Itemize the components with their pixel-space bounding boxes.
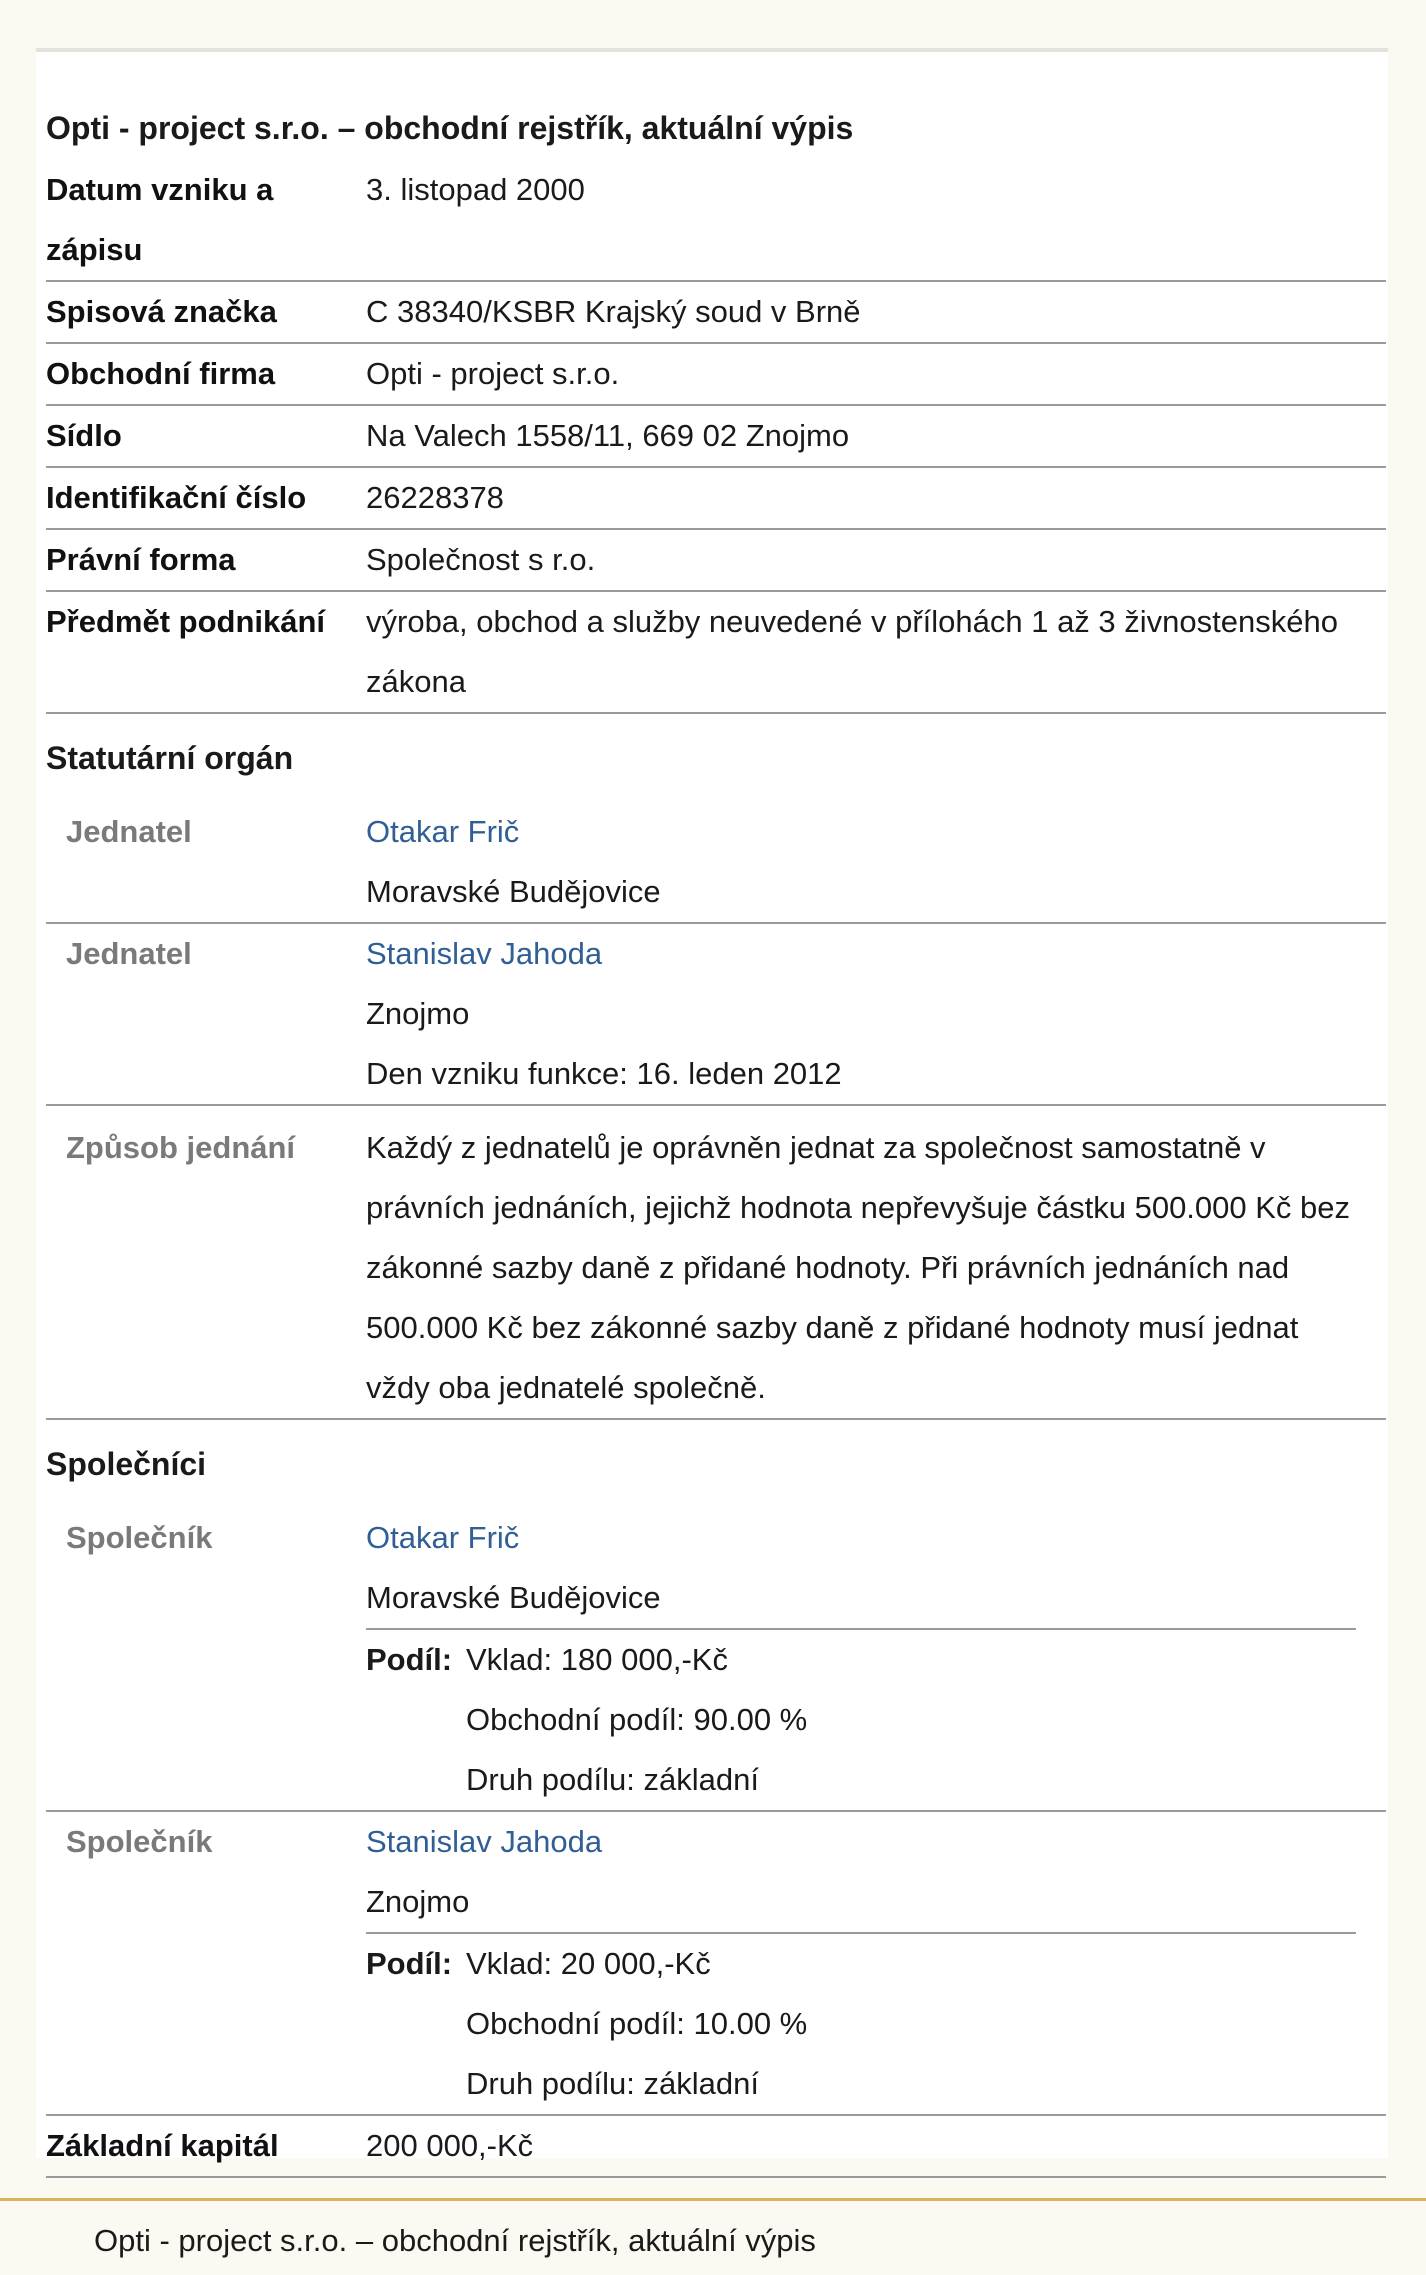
row-predmet-podnikani [46, 592, 1386, 714]
share-percent: Obchodní podíl: 90.00 % [466, 1702, 808, 1737]
row-value: C 38340/KSBR Krajský soud v Brně [366, 294, 861, 329]
member-place: Moravské Budějovice [366, 874, 661, 909]
row-label: Datum vzniku a zápisu [46, 172, 274, 267]
share-deposit: Vklad: 20 000,-Kč [466, 1946, 711, 1981]
row-value: Na Valech 1558/11, 669 02 Znojmo [366, 418, 850, 453]
member-role: Společník [66, 1824, 213, 1859]
member-name-link[interactable]: Otakar Frič [366, 1520, 520, 1555]
member-details [366, 924, 1386, 1104]
page-footer [0, 2198, 1426, 2275]
row-label: Předmět podnikání [46, 604, 326, 639]
row-label: Sídlo [46, 418, 122, 453]
row-obchodni-firma [46, 344, 1386, 406]
member-name-link[interactable]: Stanislav Jahoda [366, 936, 603, 971]
statutory-member [46, 802, 1386, 924]
row-datum-vzniku [46, 160, 1386, 282]
row-label: Spisová značka [46, 294, 277, 329]
register-content [46, 96, 1386, 2178]
row-label: Právní forma [46, 542, 236, 577]
row-value: 200 000,-Kč [366, 2128, 534, 2163]
share-block [366, 1628, 1356, 1810]
row-label: Obchodní firma [46, 356, 276, 391]
row-value: Opti - project s.r.o. [366, 356, 620, 391]
row-spisova-znacka [46, 282, 1386, 344]
member-place: Znojmo [366, 1884, 470, 1919]
conduct-label: Způsob jednání [66, 1130, 296, 1165]
section-statutory: Statutární orgán [46, 740, 294, 776]
row-ico [46, 468, 1386, 530]
member-details [366, 1812, 1386, 2114]
footer-text: Opti - project s.r.o. – obchodní rejstřík, aktuální výpis [94, 2223, 816, 2258]
row-pravni-forma [46, 530, 1386, 592]
member-role: Společník [66, 1520, 213, 1555]
row-value: Společnost s r.o. [366, 542, 596, 577]
row-zakladni-kapital [46, 2116, 1386, 2178]
share-block [366, 1932, 1356, 2114]
member-since: Den vzniku funkce: 16. leden 2012 [366, 1056, 842, 1091]
row-sidlo [46, 406, 1386, 468]
row-value: výroba, obchod a služby neuvedené v přílohách 1 až 3 živnostenského zákona [366, 604, 1338, 699]
section-partners: Společníci [46, 1446, 207, 1482]
share-label: Podíl: [366, 1642, 453, 1677]
share-deposit: Vklad: 180 000,-Kč [466, 1642, 728, 1677]
register-card [36, 48, 1388, 2163]
partner-member [46, 1812, 1386, 2116]
member-role: Jednatel [66, 936, 192, 971]
share-percent: Obchodní podíl: 10.00 % [466, 2006, 808, 2041]
member-place: Moravské Budějovice [366, 1580, 661, 1615]
partner-member [46, 1508, 1386, 1812]
page-title: Opti - project s.r.o. – obchodní rejstřík, aktuální výpis [46, 110, 854, 146]
conduct-text: Každý z jednatelů je oprávněn jednat za společnost samostatně v právních jednáních, jejichž hodnota nepřevyšuje částku 500.000 Kč bez zákonné sazby daně z přidané hodnoty. Při právních jednáních nad 500.000 Kč bez zákonné sazby daně z přidané hodnoty musí jednat vždy oba jednatelé společně. [366, 1130, 1351, 1405]
member-name-link[interactable]: Stanislav Jahoda [366, 1824, 603, 1859]
conduct-row [46, 1106, 1386, 1420]
statutory-member [46, 924, 1386, 1106]
member-name-link[interactable]: Otakar Frič [366, 814, 520, 849]
member-details [366, 802, 1386, 922]
member-role: Jednatel [66, 814, 192, 849]
row-label: Identifikační číslo [46, 480, 307, 515]
share-label: Podíl: [366, 1946, 453, 1981]
share-type: Druh podílu: základní [466, 2066, 759, 2101]
member-details [366, 1508, 1386, 1810]
row-value: 26228378 [366, 480, 504, 515]
row-label: Základní kapitál [46, 2128, 279, 2163]
row-value: 3. listopad 2000 [366, 172, 585, 207]
member-place: Znojmo [366, 996, 470, 1031]
share-details [466, 1934, 807, 2114]
share-type: Druh podílu: základní [466, 1762, 759, 1797]
share-details [466, 1630, 807, 1810]
